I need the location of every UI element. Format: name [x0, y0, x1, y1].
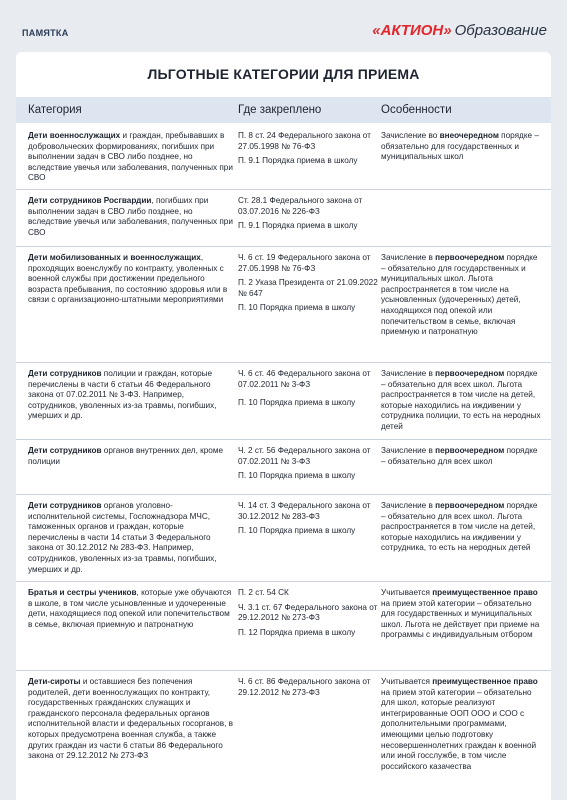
features-cell: Зачисление во внеочередном порядке – обязательно для государственных и муниципальных школ: [381, 131, 539, 162]
law-cell: Ч. 2 ст. 56 Федерального закона от 07.02.2011 № 3-ФЗ П. 10 Порядка приема в школу: [238, 446, 371, 481]
features-cell: Учитывается преимущественное право на прием этой категории – обязательно для государственных и муниципальных школ. Льгота не действует при приеме на программы с индивидуальным отбором: [381, 588, 540, 640]
top-bar: [0, 0, 567, 52]
features-cell: Зачисление в первоочередном порядке – обязательно для государственных и муниципальных школ. Льгота распространяется в том числе на усыновленных (удочеренных) детей, находящихся под опекой или попечительством в семье, включая приемную и патронатную: [381, 253, 538, 337]
table-row: [16, 190, 551, 247]
table-row: [16, 363, 551, 440]
category-cell: Дети сотрудников органов уголовно-исполнительной системы, Госпожнадзора МЧС, таможенных органов и граждан, которые перечислены в части 14 статьи 3 Федерального закона от 30.12.2012 № 283-ФЗ. Например, сотрудников, уволенных из-за травмы, погибших, умерших и др.: [28, 501, 217, 574]
law-cell: Ч. 6 ст. 19 Федерального закона от 27.05.1998 № 76-ФЗ П. 2 Указа Президента от 21.09.2022 № 647 П. 10 Порядка приема в школу: [238, 253, 378, 313]
features-cell: Зачисление в первоочередном порядке – обязательно для всех школ: [381, 446, 538, 466]
brand-sub: Образование: [454, 22, 547, 39]
law-cell: Ч. 14 ст. 3 Федерального закона от 30.12.2012 № 283-ФЗ П. 10 Порядка приема в школу: [238, 501, 371, 536]
features-cell: Зачисление в первоочередном порядке – обязательно для всех школ. Льгота распространяется в том числе на детей, которые находились на иждивении у сотрудника полиции, то есть на неродных детей: [381, 369, 541, 431]
table-header: [16, 97, 551, 123]
category-cell: Дети сотрудников Росгвардии, погибших при выполнении задач в СВО либо позднее, но вследствие увечья или заболевания, полученных при СВО: [28, 196, 233, 237]
category-cell: Дети мобилизованных и военнослужащих, проходящих военслужбу по контракту, уволенных с военной службы при достижении предельного возраста пребывания, по состоянию здоровья или в связи с организационно-штатными мероприятиями: [28, 253, 228, 305]
features-cell: Зачисление в первоочередном порядке – обязательно для всех школ. Льгота распространяется в том числе на детей, которые находились на иждивении у сотрудника, то есть на неродных детей: [381, 501, 538, 553]
law-cell: Ч. 6 ст. 46 Федерального закона от 07.02.2011 № 3-ФЗ П. 10 Порядка приема в школу: [238, 369, 371, 408]
law-cell: П. 2 ст. 54 СК Ч. 3.1 ст. 67 Федерального закона от 29.12.2012 № 273-ФЗ П. 12 Порядка приема в школу: [238, 588, 378, 637]
table-row: [16, 495, 551, 582]
category-cell: Дети военнослужащих и граждан, пребывавших в добровольческих формированиях, погибших при выполнении задач в СВО либо позднее, но вследствие увечья или заболевания, полученных при СВО: [28, 131, 233, 183]
column-header-features: Особенности: [381, 104, 452, 116]
law-cell: Ст. 28.1 Федерального закона от 03.07.2016 № 226-ФЗ П. 9.1 Порядка приема в школу: [238, 196, 363, 231]
table-row: [16, 582, 551, 671]
table-row: [16, 440, 551, 495]
table-row: [16, 125, 551, 190]
memo-badge: ПАМЯТКА: [22, 28, 69, 38]
page-title: ЛЬГОТНЫЕ КАТЕГОРИИ ДЛЯ ПРИЕМА: [147, 66, 420, 82]
law-cell: П. 8 ст. 24 Федерального закона от 27.05.1998 № 76-ФЗ П. 9.1 Порядка приема в школу: [238, 131, 371, 166]
column-header-law: Где закреплено: [238, 104, 322, 116]
table-row: [16, 247, 551, 363]
category-cell: Дети сотрудников органов внутренних дел, кроме полиции: [28, 446, 224, 466]
category-cell: Дети-сироты и оставшиеся без попечения родителей, дети военнослужащих по контракту, государственных гражданских служащих и гражданского персонала федеральных органов исполнительной власти и федеральных госорганов, в которых предусмотрена военная служба, а также других граждан из части 6 статьи 86 Федерального закона от 29.12.2012 № 273-ФЗ: [28, 677, 233, 761]
column-header-category: Категория: [28, 104, 82, 116]
brand-main: «АКТИОН»: [372, 22, 452, 39]
features-cell: Учитывается преимущественное право на прием этой категории – обязательно для школ, которые реализуют интегрированные ООП ООО и СОО с дополнительными программами, имеющими целью подготовку несовершеннолетних граждан к военной или иной госслужбе, в том числе российского казачества: [381, 677, 538, 771]
document-card: [16, 52, 551, 800]
brand-logo: [372, 22, 547, 39]
category-cell: Дети сотрудников полиции и граждан, которые перечислены в части 6 статьи 46 Федерального закона от 07.02.2011 № 3-ФЗ. Например, сотрудников, уволенных из-за травмы, погибших, умерших и др.: [28, 369, 217, 421]
law-cell: Ч. 6 ст. 86 Федерального закона от 29.12.2012 № 273-ФЗ: [238, 677, 371, 697]
table-row: [16, 671, 551, 800]
category-cell: Братья и сестры учеников, которые уже обучаются в школе, в том числе усыновленные и удочеренные дети, находящиеся под опекой или попечительством в семье, включая приемную и патронатную: [28, 588, 232, 629]
